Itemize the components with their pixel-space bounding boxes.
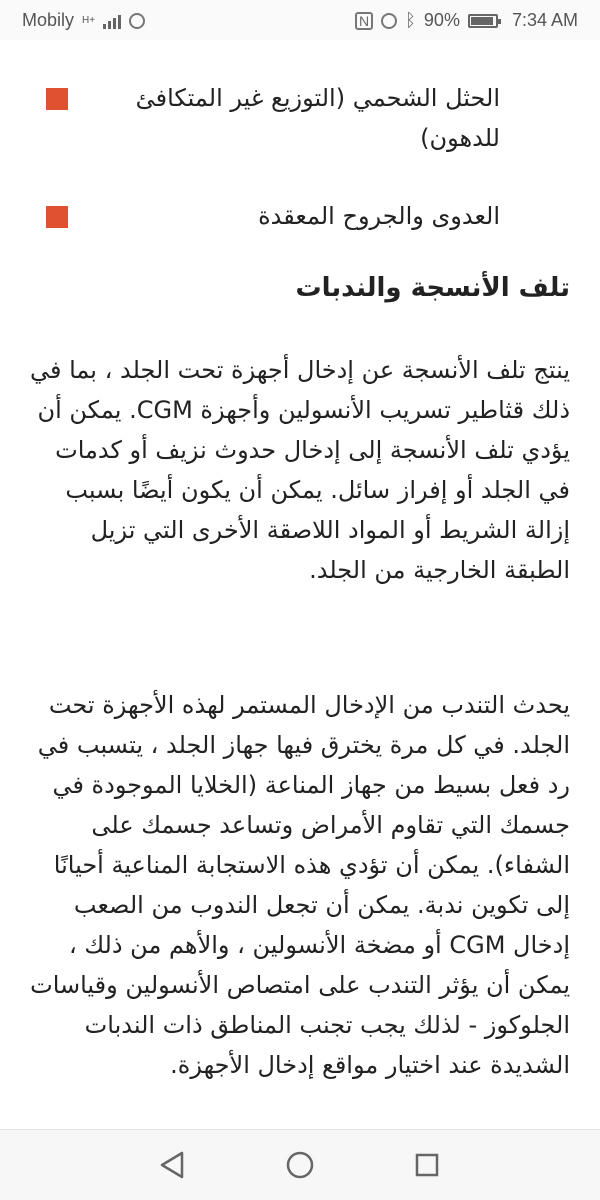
home-icon[interactable]: [283, 1148, 317, 1182]
back-icon[interactable]: [156, 1148, 190, 1182]
battery-percent: 90%: [423, 10, 460, 30]
bluetooth-icon: ᛒ: [405, 10, 416, 30]
recents-icon[interactable]: [410, 1148, 444, 1182]
bullet-text: العدوى والجروح المعقدة: [258, 202, 500, 230]
battery-icon: [468, 14, 498, 28]
article-content[interactable]: [0, 40, 600, 1130]
status-right: [355, 10, 578, 31]
list-item: [0, 78, 600, 158]
navigation-bar: [0, 1129, 600, 1200]
bullet-text: الحثل الشحمي (التوزيع غير المتكافئ للدهون): [135, 84, 500, 152]
section-heading: تلف الأنسجة والندبات: [295, 273, 570, 303]
status-bar: [0, 0, 600, 40]
bullet-square-icon: [46, 88, 68, 110]
carrier-name: Mobily: [22, 10, 75, 30]
globe-icon: [129, 13, 145, 29]
list-item: [0, 196, 600, 236]
signal-icon: [103, 13, 121, 29]
alarm-icon: [381, 13, 397, 29]
paragraph: يحدث التندب من الإدخال المستمر لهذه الأجهزة تحت الجلد. في كل مرة يخترق فيها جهاز الجلد ، يتسبب في رد فعل بسيط من جهاز المناعة (الخلايا الموجودة في جسمك التي تقاوم الأمراض وتساعد جسمك على الشفاء). يمكن أن تؤدي هذه الاستجابة المناعية أحيانًا إلى تكوين ندبة. يمكن أن تجعل الندوب من الصعب إدخال CGM أو مضخة الأنسولين ، والأهم من ذلك ، يمكن أن يؤثر التندب على امتصاص الأنسولين وقياسات الجلوكوز - لذلك يجب تجنب المناطق ذات الندبات الشديدة عند اختيار مواقع إدخال الأجهزة.: [30, 691, 570, 1079]
nfc-icon: N: [355, 12, 373, 30]
status-left: [22, 10, 145, 31]
paragraph: ينتج تلف الأنسجة عن إدخال أجهزة تحت الجلد ، بما في ذلك قثاطير تسريب الأنسولين وأجهزة CGM. يمكن أن يؤدي تلف الأنسجة إلى إدخال حدوث نزيف أو كدمات في الجلد أو إفراز سائل. يمكن أن يكون أيضًا بسبب إزالة الشريط أو المواد اللاصقة الأخرى التي تزيل الطبقة الخارجية من الجلد.: [30, 356, 570, 584]
network-type-label: H+: [82, 15, 96, 26]
battery-level-fill: [471, 17, 493, 25]
bullet-square-icon: [46, 206, 68, 228]
clock-time: 7:34 AM: [511, 10, 578, 30]
